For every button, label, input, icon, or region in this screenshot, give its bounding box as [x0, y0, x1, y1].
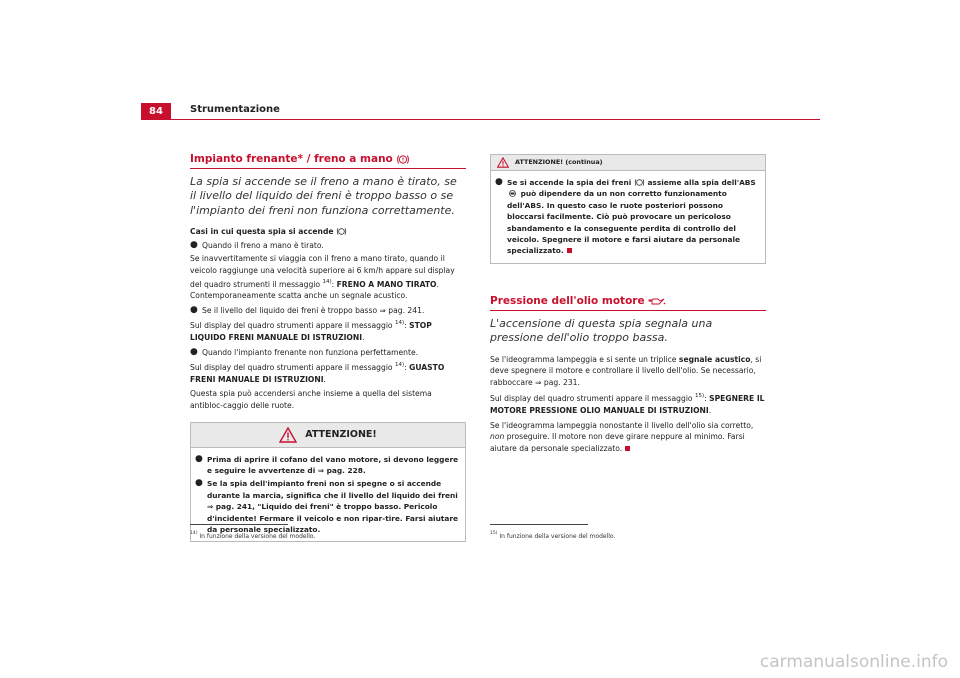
- footnote-rule-right: [490, 524, 588, 525]
- oil-section-title-text: Pressione dell'olio motore: [490, 294, 645, 307]
- oil-lead: L'accensione di questa spia segnala una pressione dell'olio troppo bassa.: [490, 316, 713, 345]
- page-number: 84: [141, 103, 171, 120]
- warning-continued-header: [491, 155, 765, 171]
- watermark: carmanualsonline.info: [759, 652, 948, 672]
- warning-continued-box: [490, 154, 766, 264]
- bullet-dot: ●: [195, 478, 203, 489]
- header-section-title: Strumentazione: [190, 104, 280, 115]
- footnote-rule-left: [190, 524, 288, 525]
- abs-inline-icon: [507, 189, 518, 198]
- warning-continued-body: [491, 171, 765, 257]
- warning-triangle-icon: [497, 157, 509, 168]
- warning-triangle-icon: [279, 427, 297, 443]
- warning-header: [191, 423, 465, 448]
- bullet-dot: ●: [190, 239, 198, 250]
- fluid-paragraph: Sul display del quadro strumenti appare il messaggio $^{14)}$: STOP LIQUIDO FRENI MANUALE DI ISTRUZIONI.: [190, 320, 432, 342]
- footnote-ref: 14): [395, 320, 405, 327]
- oil-can-icon: [648, 296, 666, 306]
- list-item: ● Prima di aprire il cofano del vano motore, si devono leggere e seguire le avvertenze di ⇒ pag. 228.: [195, 453, 459, 475]
- oil-paragraph-1: Se l'ideogramma lampeggia e si sente un triplice segnale acustico, si deve spegnere il motore e controllare il livello dell'olio. Se necessario, rabboccare ⇒ pag. 231.: [490, 354, 762, 387]
- footnote-right: $^{15)}$ In funzione della versione del modello.: [490, 531, 616, 540]
- footnote-left: $^{14)}$ In funzione della versione del modello.: [190, 531, 316, 540]
- list-item: ● Se il livello del liquido dei freni è troppo basso ⇒ pag. 241.: [190, 304, 425, 315]
- brake-warning-icon: [396, 154, 410, 165]
- list-item: ● Se si accende la spia dei freni assieme alla spia dell'ABS può dipendere da un non corretto funzionamento dell'ABS. In questo caso le ruote posteriori possono bloccarsi facilmente. Ciò può provocare un pericoloso sbandamento e la conseguente perdita di controllo del veicolo. Spegnere il motore e farsi aiutare da personale specializzato.: [495, 177, 756, 256]
- list-item: ● Se la spia dell'impianto freni non si spegne o si accende durante la marcia, significa che il livello del liquido dei freni ⇒ pag. 241, "Liquido dei freni" è troppo basso. Pericolo d'incidente! Fermare il veicolo e non ripar-tire. Farsi aiutare da personale specializzato.: [195, 478, 459, 534]
- brake-section-title: [190, 152, 466, 169]
- fault-paragraph: Sul display del quadro strumenti appare il messaggio $^{14)}$: GUASTO FRENI MANUALE DI ISTRUZIONI.: [190, 362, 445, 384]
- warning-body: [191, 448, 465, 536]
- warning-continued-title: ATTENZIONE! (continua): [515, 157, 603, 166]
- list-item: ● Quando il freno a mano è tirato.: [190, 239, 324, 250]
- cases-heading: Casi in cui questa spia si accende: [190, 226, 466, 238]
- brake-inline-icon: [336, 227, 347, 236]
- end-of-section-marker: [567, 248, 572, 253]
- brake-inline-icon: [634, 178, 645, 187]
- brake-lead: La spia si accende se il freno a mano è tirato, se il livello del liquido dei freni è troppo basso o se l'impianto dei freni non funziona correttamente.: [190, 175, 457, 217]
- footnote-ref: 14): [322, 278, 332, 285]
- footnote-ref: 14): [395, 362, 405, 369]
- bullet-dot: ●: [190, 304, 198, 315]
- bullet-dot: ●: [495, 177, 503, 187]
- handbrake-paragraph: Se inavvertitamente si viaggia con il freno a mano tirato, quando il veicolo raggiunge una velocità superiore ai 6 km/h appare sul display del quadro strumenti il messaggio $^{14)}$: FRENO A MANO TIRATO. Contemporaneamente scatta anche un segnale acustico.: [190, 254, 455, 301]
- abs-paragraph: Questa spia può accendersi anche insieme a quella del sistema antibloc-caggio delle ruote.: [190, 389, 432, 410]
- bullet-dot: ●: [190, 346, 198, 357]
- oil-section-title: [490, 294, 766, 311]
- svg-text:!: !: [401, 157, 405, 164]
- oil-paragraph-3: Se l'ideogramma lampeggia nonostante il livello dell'olio sia corretto, non proseguire. Il motore non deve girare neppure al minimo. Farsi aiutare da personale specializzato.: [490, 420, 754, 453]
- brake-section-title-text: Impianto frenante* / freno a mano: [190, 153, 393, 165]
- end-of-section-marker: [625, 446, 630, 451]
- header-rule: [141, 119, 820, 120]
- right-column: [490, 154, 766, 457]
- left-column: [190, 152, 466, 542]
- oil-paragraph-2: Sul display del quadro strumenti appare il messaggio $^{15)}$: SPEGNERE IL MOTORE PRESSIONE OLIO MANUALE DI ISTRUZIONI.: [490, 393, 765, 416]
- footnote-ref: 15): [695, 393, 705, 400]
- list-item: ● Quando l'impianto frenante non funziona perfettamente.: [190, 346, 419, 357]
- warning-title: ATTENZIONE!: [305, 428, 377, 440]
- bullet-dot: ●: [195, 453, 203, 464]
